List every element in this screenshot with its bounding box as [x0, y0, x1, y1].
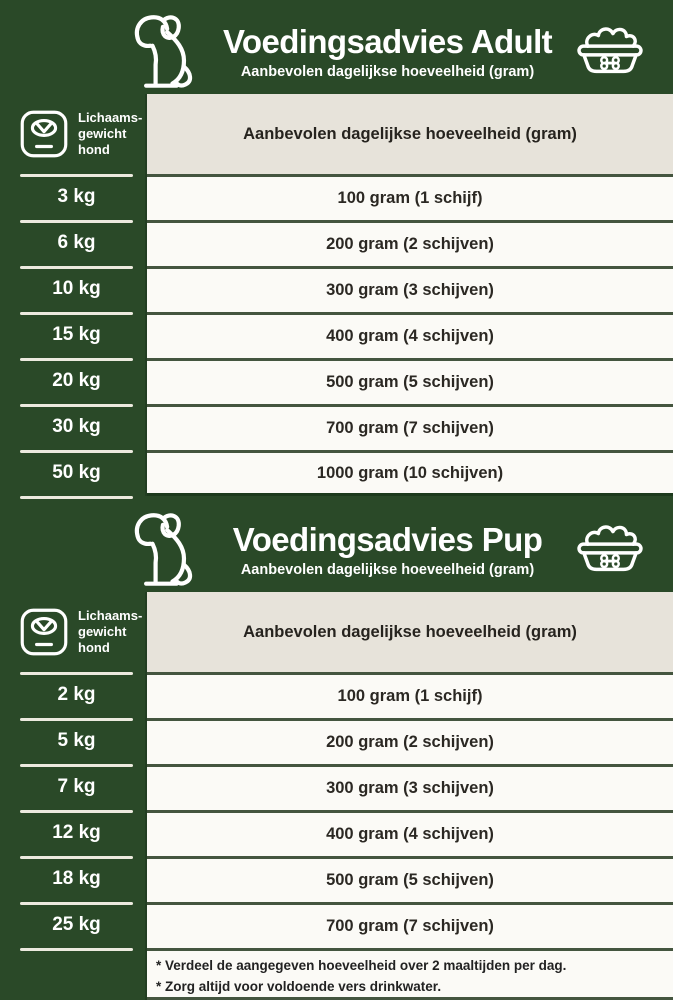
footnotes [147, 948, 673, 1000]
amount-cell: 400 gram (4 schijven) [147, 810, 673, 856]
amount-cell: 300 gram (3 schijven) [147, 764, 673, 810]
adult-banner [0, 0, 673, 94]
amount-cell: 200 gram (2 schijven) [147, 220, 673, 266]
dog-icon [126, 10, 202, 92]
section-subtitle: Aanbevolen dagelijkse hoeveelheid (gram) [240, 561, 535, 578]
amount-column [145, 94, 673, 496]
weight-cell: 5 kg [0, 718, 145, 764]
amount-cell: 100 gram (1 schijf) [147, 174, 673, 220]
weight-cell: 20 kg [0, 358, 145, 404]
weight-cell: 18 kg [0, 856, 145, 902]
section-subtitle: Aanbevolen dagelijkse hoeveelheid (gram) [240, 63, 535, 80]
weight-cell: 3 kg [0, 174, 145, 220]
weight-cell: 2 kg [0, 672, 145, 718]
weight-column-header [0, 592, 145, 672]
amount-cell: 300 gram (3 schijven) [147, 266, 673, 312]
table-header: Aanbevolen dagelijkse hoeveelheid (gram) [147, 592, 673, 672]
footnote: * Zorg altijd voor voldoende vers drinkwater. [156, 978, 442, 994]
weight-scale-icon [19, 109, 69, 159]
amount-cell: 100 gram (1 schijf) [147, 672, 673, 718]
amount-cell: 700 gram (7 schijven) [147, 404, 673, 450]
amount-cell: 400 gram (4 schijven) [147, 312, 673, 358]
weight-cell: 30 kg [0, 404, 145, 450]
amount-cell: 700 gram (7 schijven) [147, 902, 673, 948]
amount-cell: 200 gram (2 schijven) [147, 718, 673, 764]
section-title: Voedingsadvies Pup [232, 520, 543, 558]
amount-column [145, 592, 673, 1000]
weight-cell: 15 kg [0, 312, 145, 358]
section-adult [0, 0, 673, 496]
weight-cell: 7 kg [0, 764, 145, 810]
section-title: Voedingsadvies Adult [222, 22, 553, 60]
weight-scale-icon [19, 607, 69, 657]
adult-titles [214, 23, 561, 80]
amount-cell: 500 gram (5 schijven) [147, 856, 673, 902]
pup-feeding-table [0, 592, 673, 1000]
section-pup [0, 496, 673, 1000]
table-header: Aanbevolen dagelijkse hoeveelheid (gram) [147, 94, 673, 174]
weight-cell: 50 kg [0, 450, 145, 496]
weight-cell: 12 kg [0, 810, 145, 856]
weight-column [0, 592, 145, 1000]
amount-cell: 500 gram (5 schijven) [147, 358, 673, 404]
weight-cell: 25 kg [0, 902, 145, 948]
amount-cell: 1000 gram (10 schijven) [147, 450, 673, 496]
weight-column [0, 94, 145, 496]
pup-banner [0, 496, 673, 592]
weight-column-header [0, 94, 145, 174]
pup-titles [214, 521, 561, 578]
adult-feeding-table [0, 94, 673, 496]
food-bowl-icon [573, 519, 647, 579]
food-bowl-icon [573, 21, 647, 81]
weight-column-label: Lichaams- gewicht hond [78, 608, 143, 655]
weight-cell: 10 kg [0, 266, 145, 312]
dog-icon [126, 508, 202, 590]
weight-column-label: Lichaams- gewicht hond [78, 110, 143, 157]
footnote: * Verdeel de aangegeven hoeveelheid over 2 maaltijden per dag. [156, 958, 567, 973]
weight-cell: 6 kg [0, 220, 145, 266]
